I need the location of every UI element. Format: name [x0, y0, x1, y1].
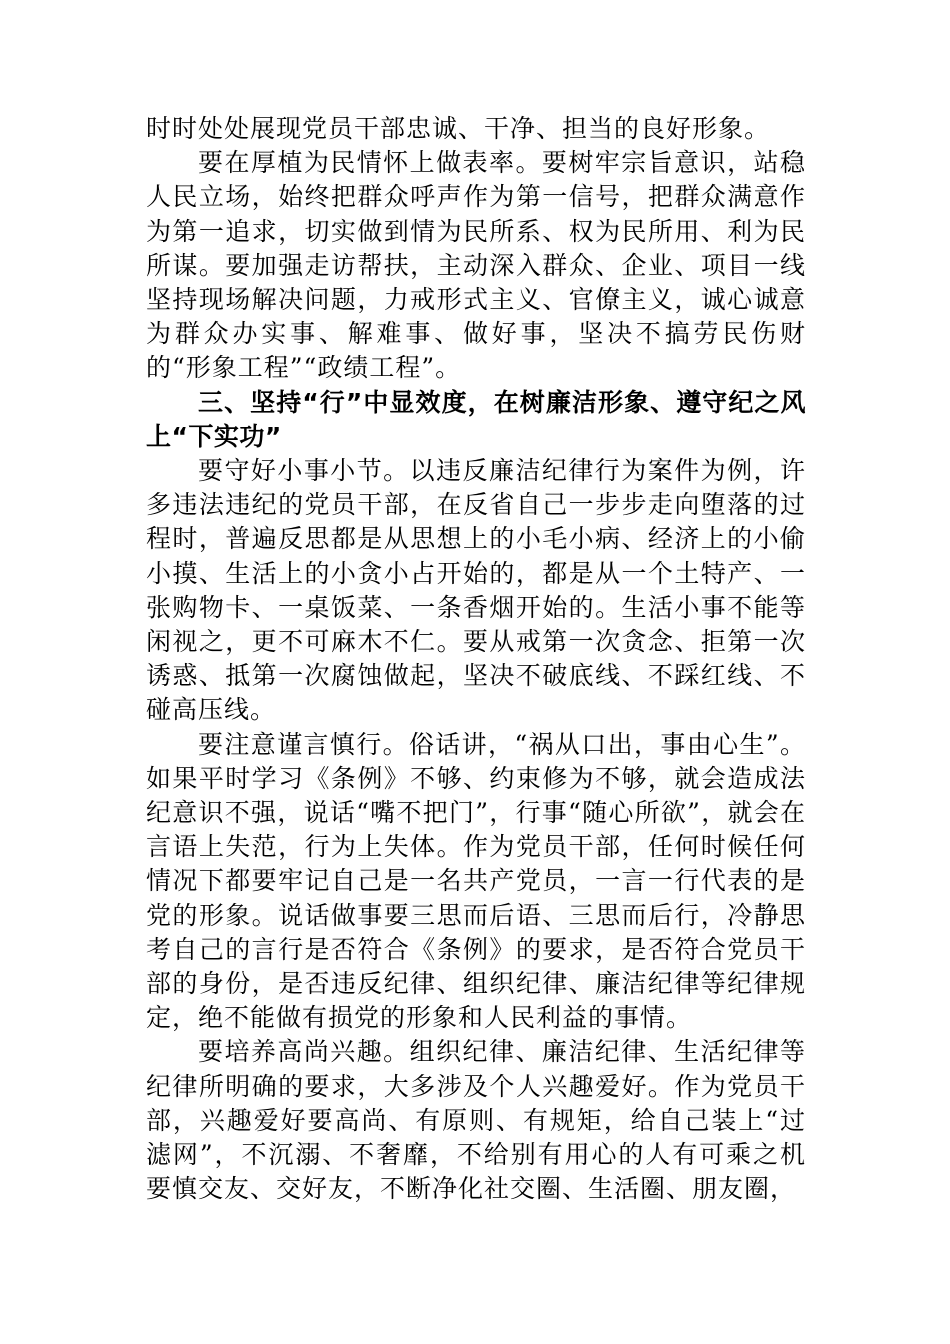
paragraph-people-sentiment: 要在厚植为民情怀上做表率。要树牢宗旨意识，站稳人民立场，始终把群众呼声作为第一信号，把群众满意作为第一追求，切实做到情为民所系、权为民所用、利为民所谋。要加强走访帮扶，主动深入群众、企业、项目一线坚持现场解决问题，力戒形式主义、官僚主义，诚心诚意为群众办实事、解难事、做好事，坚决不搞劳民伤财的“形象工程”“政绩工程”。	[146, 148, 806, 383]
paragraph-continuation: 时时处处展现党员干部忠诚、干净、担当的良好形象。	[146, 114, 771, 143]
paragraph-noble-interests: 要培养高尚兴趣。组织纪律、廉洁纪律、生活纪律等纪律所明确的要求，大多涉及个人兴趣爱好。作为党员干部，兴趣爱好要高尚、有原则、有规矩，给自己装上“过滤网”，不沉溺、不奢靡，不给别有用心的人有可乘之机要慎交友、交好友，不断净化社交圈、生活圈、朋友圈，	[146, 1037, 806, 1204]
section-heading-three: 三、坚持“行”中显效度，在树廉洁形象、遵守纪之风上“下实功”	[146, 387, 806, 451]
document-body	[146, 112, 806, 1207]
paragraph-careful-speech: 要注意谨言慎行。俗话讲，“祸从口出，事由心生”。如果平时学习《条例》不够、约束修为不够，就会造成法纪意识不强，说话“嘴不把门”，行事“随心所欲”，就会在言语上失范，行为上失体。作为党员干部，任何时候任何情况下都要牢记自己是一名共产党员，一言一行代表的是党的形象。说话做事要三思而后语、三思而后行，冷静思考自己的言行是否符合《条例》的要求，是否符合党员干部的身份，是否违反纪律、组织纪律、廉洁纪律等纪律规定，绝不能做有损党的形象和人民利益的事情。	[146, 729, 806, 1033]
paragraph-small-matters: 要守好小事小节。以违反廉洁纪律行为案件为例，许多违法违纪的党员干部，在反省自己一步步走向堕落的过程时，普遍反思都是从思想上的小毛小病、经济上的小偷小摸、生活上的小贪小占开始的，都是从一个土特产、一张购物卡、一桌饭菜、一条香烟开始的。生活小事不能等闲视之，更不可麻木不仁。要从戒第一次贪念、拒第一次诱惑、抵第一次腐蚀做起，坚决不破底线、不踩红线、不碰高压线。	[146, 456, 806, 725]
